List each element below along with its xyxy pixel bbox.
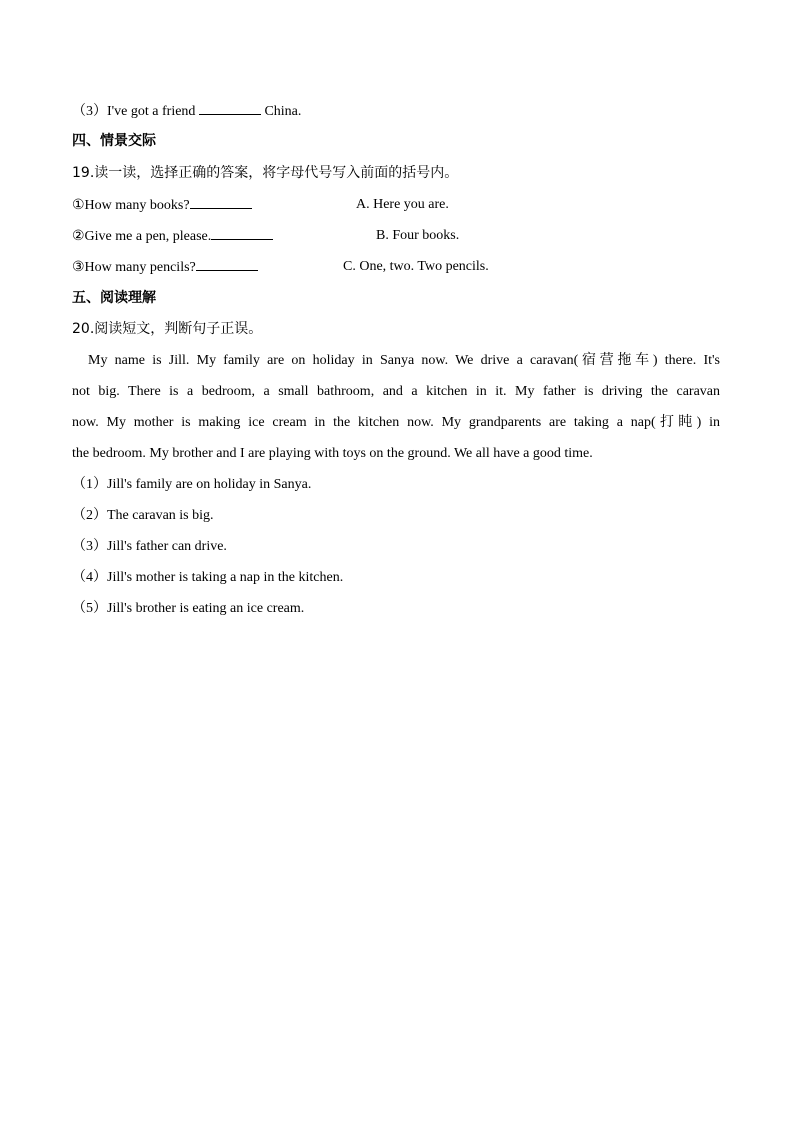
answer-blank[interactable] [196,258,258,271]
section-4-heading: 四、情景交际 [72,133,156,149]
answer-blank[interactable] [190,196,252,209]
passage-line-1: My name is Jill. My family are on holiday in Sanya now. We drive a caravan(宿营拖车) there. It's [88,353,720,368]
answer-blank[interactable] [211,227,273,240]
reading-passage [72,345,720,469]
q19-pair-1 [72,196,252,215]
passage-line-4: the bedroom. My brother and I are playing with toys on the ground. We all have a good time. [72,446,593,461]
statement-5: （5）Jill's brother is eating an ice cream. [72,601,305,616]
statement-4: （4）Jill's mother is taking a nap in the kitchen. [72,570,344,585]
q19-pair-3 [72,258,258,277]
statement-2: （2）The caravan is big. [72,508,214,523]
q20-title: 20.阅读短文，判断句子正误。 [72,321,263,337]
passage-line-2: not big. There is a bedroom, a small bathroom, and a kitchen in it. My father is driving the caravan [72,384,720,399]
q19-pair-1-left: ①How many books? [72,198,190,213]
section-5-heading: 五、阅读理解 [72,290,156,306]
statement-1: （1）Jill's family are on holiday in Sanya. [72,477,312,492]
q18-item-3-prefix: （3）I've got a friend [72,104,199,119]
q19-title: 19.读一读，选择正确的答案，将字母代号写入前面的括号内。 [72,165,459,181]
q19-pair-2-left: ②Give me a pen, please. [72,229,212,244]
q18-item-3 [72,102,301,121]
q19-option-a: A. Here you are. [356,197,449,212]
q19-option-c: C. One, two. Two pencils. [343,259,489,274]
q19-pair-3-left: ③How many pencils? [72,260,196,275]
statement-3: （3）Jill's father can drive. [72,539,227,554]
q18-item-3-suffix: China. [260,104,302,119]
answer-blank[interactable] [199,102,261,115]
q19-option-b: B. Four books. [376,228,460,243]
passage-line-3: now. My mother is making ice cream in the kitchen now. My grandparents are taking a nap(打盹) in [72,415,720,430]
q19-pair-2 [72,227,273,246]
